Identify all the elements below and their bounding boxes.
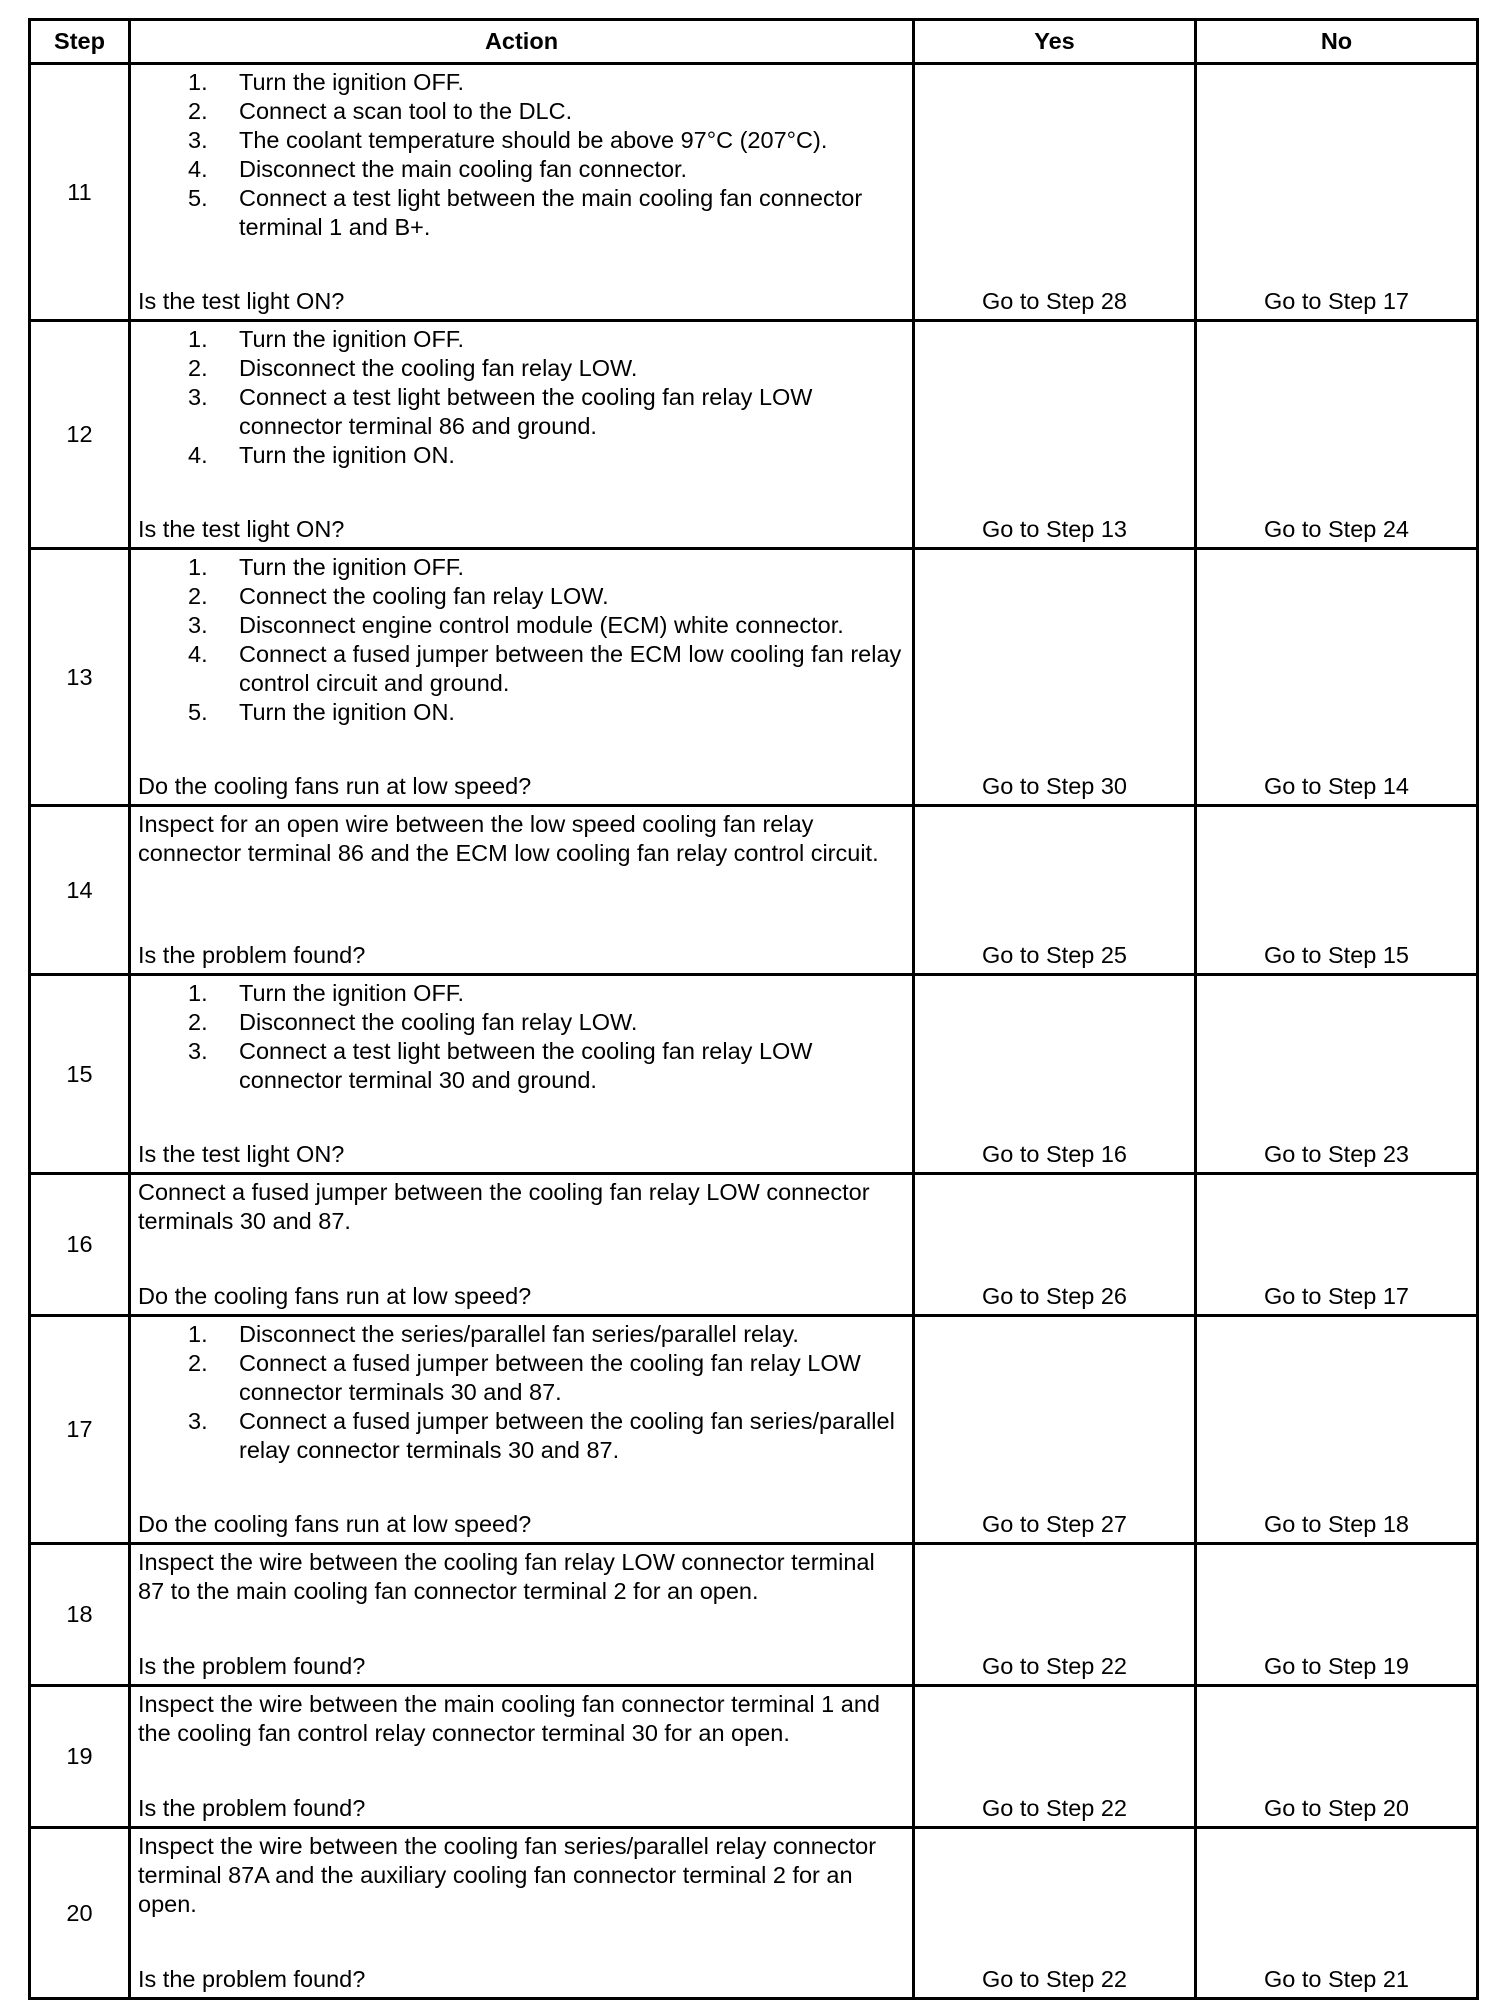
yes-result: Go to Step 22 — [914, 1686, 1196, 1828]
action-step — [138, 155, 904, 184]
yes-result: Go to Step 16 — [914, 975, 1196, 1174]
action-question: Do the cooling fans run at low speed? — [138, 773, 532, 799]
action-step — [138, 611, 904, 640]
action-step-number: 2. — [188, 1350, 208, 1376]
table-row — [30, 1316, 1478, 1544]
action-step — [138, 698, 904, 727]
action-step-text: Connect a test light between the main cooling fan connector terminal 1 and B+. — [239, 185, 863, 240]
action-step-number: 2. — [188, 583, 208, 609]
action-question: Do the cooling fans run at low speed? — [138, 1283, 532, 1309]
action-step — [138, 68, 904, 97]
diagnostic-table — [28, 18, 1479, 2000]
action-step — [138, 441, 904, 470]
action-step-number: 2. — [188, 355, 208, 381]
action-step-number: 3. — [188, 612, 208, 638]
action-question: Is the problem found? — [138, 942, 366, 968]
action-step-number: 5. — [188, 185, 208, 211]
action-step-number: 1. — [188, 554, 208, 580]
yes-result: Go to Step 30 — [914, 549, 1196, 806]
yes-result: Go to Step 13 — [914, 321, 1196, 549]
action-steps-list — [138, 325, 904, 470]
action-step-number: 5. — [188, 699, 208, 725]
action-step — [138, 184, 904, 242]
action-step-text: Disconnect the cooling fan relay LOW. — [239, 1009, 638, 1035]
action-steps-list — [138, 1320, 904, 1465]
yes-result: Go to Step 22 — [914, 1544, 1196, 1686]
action-step-text: The coolant temperature should be above 97°C (207°C). — [239, 127, 828, 153]
step-number: 12 — [30, 321, 130, 549]
action-question: Is the problem found? — [138, 1966, 366, 1992]
no-result: Go to Step 23 — [1196, 975, 1478, 1174]
action-cell — [130, 321, 914, 549]
action-step-text: Disconnect the cooling fan relay LOW. — [239, 355, 638, 381]
action-step-number: 4. — [188, 641, 208, 667]
action-step-text: Disconnect the series/parallel fan series/parallel relay. — [239, 1321, 799, 1347]
action-cell — [130, 64, 914, 321]
action-step-text: Connect a test light between the cooling fan relay LOW connector terminal 30 and ground. — [239, 1038, 813, 1093]
step-number: 15 — [30, 975, 130, 1174]
action-step-number: 1. — [188, 1321, 208, 1347]
no-result: Go to Step 17 — [1196, 1174, 1478, 1316]
action-steps-list — [138, 553, 904, 727]
action-step-number: 3. — [188, 127, 208, 153]
action-cell — [130, 1174, 914, 1316]
action-step-number: 1. — [188, 980, 208, 1006]
yes-result: Go to Step 28 — [914, 64, 1196, 321]
header-yes: Yes — [914, 20, 1196, 64]
no-result: Go to Step 14 — [1196, 549, 1478, 806]
action-step-number: 1. — [188, 69, 208, 95]
action-step — [138, 582, 904, 611]
action-step-text: Connect a test light between the cooling fan relay LOW connector terminal 86 and ground. — [239, 384, 813, 439]
header-step: Step — [30, 20, 130, 64]
action-step-number: 2. — [188, 1009, 208, 1035]
step-number: 16 — [30, 1174, 130, 1316]
action-step-text: Connect a fused jumper between the cooling fan series/parallel relay connector terminals 30 and 87. — [239, 1408, 895, 1463]
action-step-text: Disconnect engine control module (ECM) white connector. — [239, 612, 844, 638]
yes-result: Go to Step 27 — [914, 1316, 1196, 1544]
action-step-number: 1. — [188, 326, 208, 352]
step-number: 13 — [30, 549, 130, 806]
no-result: Go to Step 18 — [1196, 1316, 1478, 1544]
action-step-number: 3. — [188, 1408, 208, 1434]
action-steps-list — [138, 979, 904, 1095]
action-question: Is the test light ON? — [138, 1141, 345, 1167]
table-row — [30, 549, 1478, 806]
table-row — [30, 1544, 1478, 1686]
action-question: Is the test light ON? — [138, 516, 345, 542]
no-result: Go to Step 19 — [1196, 1544, 1478, 1686]
action-text: Inspect for an open wire between the low speed cooling fan relay connector terminal 86 and the ECM low cooling fan relay control circuit. — [138, 811, 879, 866]
action-question: Do the cooling fans run at low speed? — [138, 1511, 532, 1537]
action-step-text: Turn the ignition OFF. — [239, 554, 465, 580]
action-step-text: Turn the ignition ON. — [239, 699, 455, 725]
yes-result: Go to Step 25 — [914, 806, 1196, 975]
action-step — [138, 97, 904, 126]
action-step-text: Turn the ignition OFF. — [239, 980, 465, 1006]
action-step — [138, 1320, 904, 1349]
action-step — [138, 325, 904, 354]
step-number: 20 — [30, 1828, 130, 1999]
no-result: Go to Step 20 — [1196, 1686, 1478, 1828]
action-text: Inspect the wire between the cooling fan relay LOW connector terminal 87 to the main cooling fan connector terminal 2 for an open. — [138, 1549, 875, 1604]
action-step-number: 2. — [188, 98, 208, 124]
action-question: Is the problem found? — [138, 1795, 366, 1821]
action-cell — [130, 1686, 914, 1828]
no-result: Go to Step 15 — [1196, 806, 1478, 975]
table-row — [30, 64, 1478, 321]
action-step-text: Connect a fused jumper between the cooling fan relay LOW connector terminals 30 and 87. — [239, 1350, 861, 1405]
table-row — [30, 806, 1478, 975]
action-cell — [130, 806, 914, 975]
header-no: No — [1196, 20, 1478, 64]
step-number: 17 — [30, 1316, 130, 1544]
action-step-text: Connect the cooling fan relay LOW. — [239, 583, 609, 609]
action-step — [138, 640, 904, 698]
action-step — [138, 383, 904, 441]
action-step — [138, 1037, 904, 1095]
header-row — [30, 20, 1478, 64]
yes-result: Go to Step 26 — [914, 1174, 1196, 1316]
action-step — [138, 126, 904, 155]
action-step-text: Turn the ignition OFF. — [239, 326, 465, 352]
action-step — [138, 979, 904, 1008]
yes-result: Go to Step 22 — [914, 1828, 1196, 1999]
action-cell — [130, 975, 914, 1174]
action-step — [138, 354, 904, 383]
action-step-text: Turn the ignition ON. — [239, 442, 455, 468]
action-question: Is the test light ON? — [138, 288, 345, 314]
action-step-text: Connect a scan tool to the DLC. — [239, 98, 573, 124]
action-step — [138, 553, 904, 582]
action-text: Inspect the wire between the cooling fan series/parallel relay connector terminal 87A and the auxiliary cooling fan connector terminal 2 for an open. — [138, 1833, 877, 1917]
table-row — [30, 1686, 1478, 1828]
step-number: 11 — [30, 64, 130, 321]
table-row — [30, 1174, 1478, 1316]
no-result: Go to Step 17 — [1196, 64, 1478, 321]
action-step-text: Turn the ignition OFF. — [239, 69, 465, 95]
action-text: Inspect the wire between the main cooling fan connector terminal 1 and the cooling fan control relay connector terminal 30 for an open. — [138, 1691, 880, 1746]
action-step-text: Disconnect the main cooling fan connector. — [239, 156, 688, 182]
action-step-number: 4. — [188, 156, 208, 182]
action-step — [138, 1407, 904, 1465]
action-cell — [130, 1828, 914, 1999]
step-number: 18 — [30, 1544, 130, 1686]
header-action: Action — [130, 20, 914, 64]
action-step-number: 3. — [188, 384, 208, 410]
action-step — [138, 1349, 904, 1407]
action-cell — [130, 1316, 914, 1544]
action-step-number: 3. — [188, 1038, 208, 1064]
step-number: 14 — [30, 806, 130, 975]
table-row — [30, 975, 1478, 1174]
no-result: Go to Step 21 — [1196, 1828, 1478, 1999]
action-cell — [130, 1544, 914, 1686]
action-text: Connect a fused jumper between the cooling fan relay LOW connector terminals 30 and 87. — [138, 1179, 870, 1234]
step-number: 19 — [30, 1686, 130, 1828]
action-steps-list — [138, 68, 904, 242]
action-step — [138, 1008, 904, 1037]
action-step-number: 4. — [188, 442, 208, 468]
action-question: Is the problem found? — [138, 1653, 366, 1679]
table-row — [30, 321, 1478, 549]
no-result: Go to Step 24 — [1196, 321, 1478, 549]
table-row — [30, 1828, 1478, 1999]
action-step-text: Connect a fused jumper between the ECM low cooling fan relay control circuit and ground. — [239, 641, 902, 696]
action-cell — [130, 549, 914, 806]
